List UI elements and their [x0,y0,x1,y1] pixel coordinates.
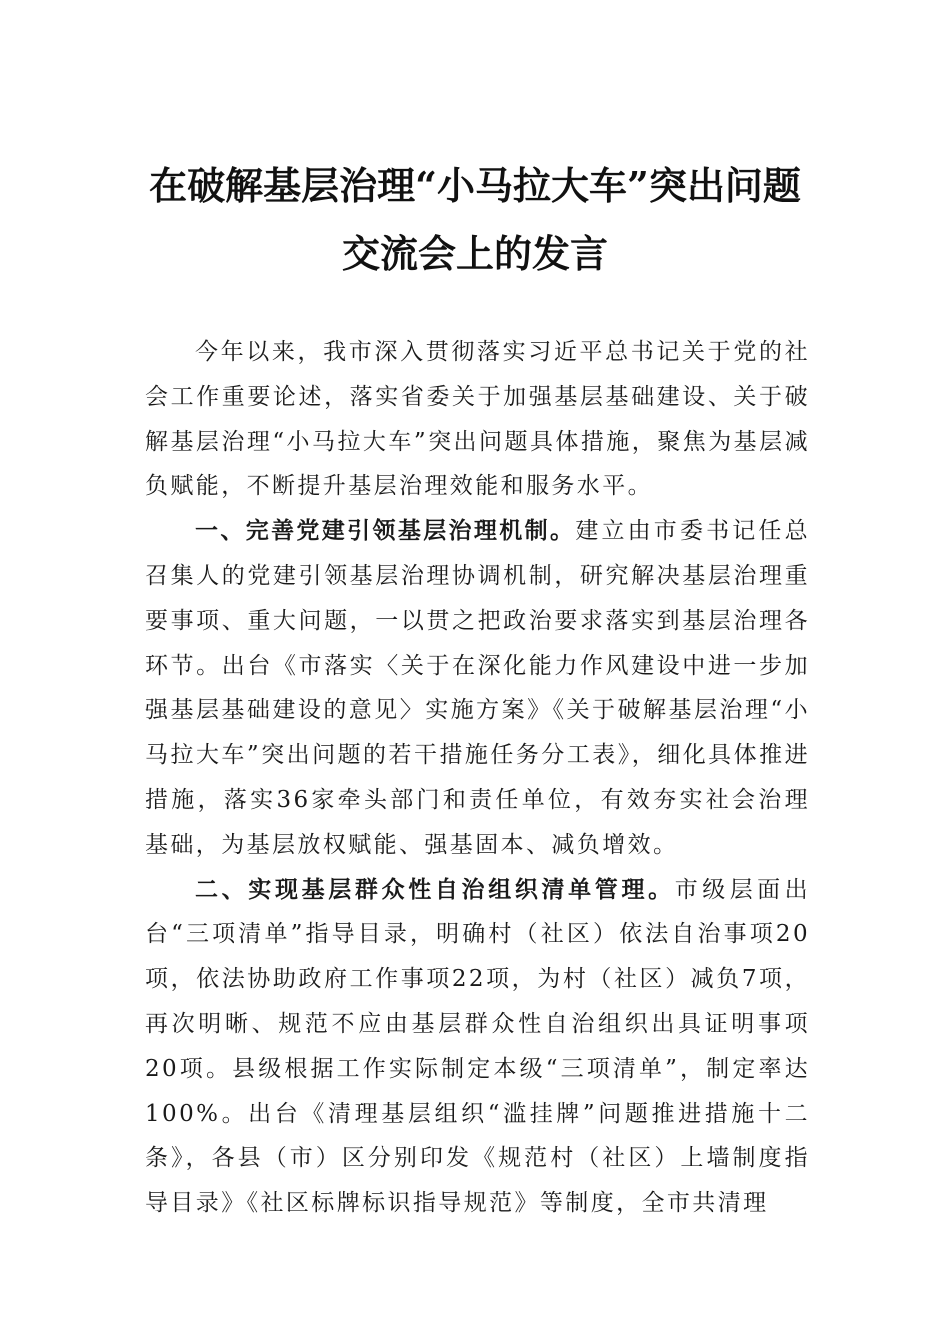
paragraph-intro [145,330,810,509]
document-title-line-2: 交流会上的发言 [341,231,608,276]
section-2-text: 市级层面出台“三项清单”指导目录，明确村（社区）依法自治事项20项，依法协助政府工作事项22项，为村（社区）减负7项，再次明晰、规范不应由基层群众性自治组织出具证明事项20项。县级根据工作实际制定本级“三项清单”，制定率达100%。出台《清理基层组织“滥挂牌”问题推进措施十二条》，各县（市）区分别印发《规范村（社区）上墙制度指导目录》《社区标牌标识指导规范》等制度，全市共清理 [145,876,810,1217]
paragraph-section-2 [145,868,810,1226]
section-1-text: 建立由市委书记任总召集人的党建引领基层治理协调机制，研究解决基层治理重要事项、重大问题，一以贯之把政治要求落实到基层治理各环节。出台《市落实〈关于在深化能力作风建设中进一步加强基层基础建设的意见〉实施方案》《关于破解基层治理“小马拉大车”突出问题的若干措施任务分工表》，细化具体推进措施，落实36家牵头部门和责任单位，有效夯实社会治理基础，为基层放权赋能、强基固本、减负增效。 [145,518,810,858]
document-body [145,330,810,1226]
paragraph-section-1 [145,509,810,867]
section-1-heading: 一、完善党建引领基层治理机制。 [195,518,576,545]
document-title-line-1: 在破解基层治理“小马拉大车”突出问题 [149,163,801,208]
section-2-heading: 二、实现基层群众性自治组织清单管理。 [195,876,675,903]
paragraph-intro-text: 今年以来，我市深入贯彻落实习近平总书记关于党的社会工作重要论述，落实省委关于加强基层基础建设、关于破解基层治理“小马拉大车”突出问题具体措施，聚焦为基层减负赋能，不断提升基层治理效能和服务水平。 [145,339,810,500]
